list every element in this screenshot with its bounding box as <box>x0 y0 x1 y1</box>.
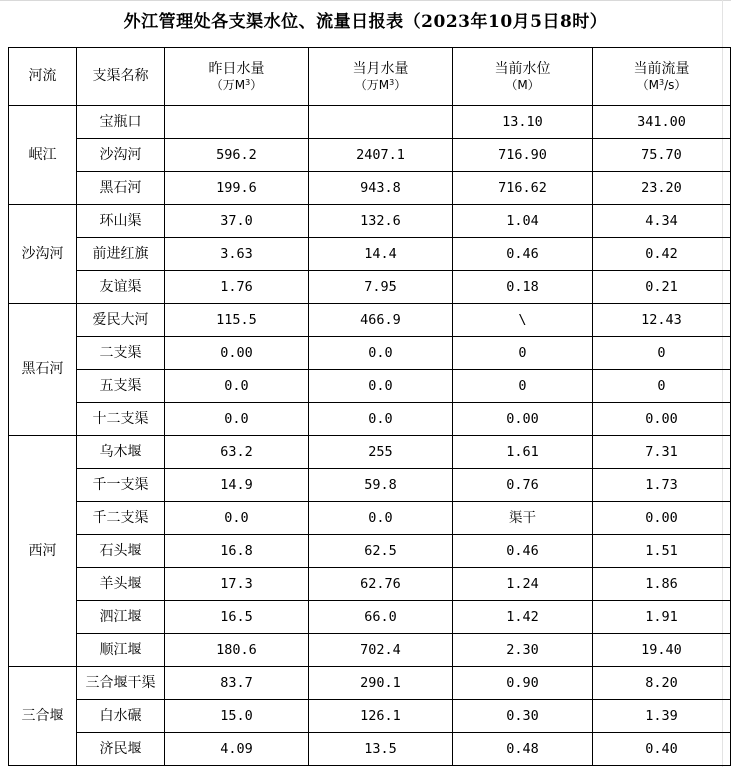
flow-rate-cell[interactable]: 0.42 <box>593 238 731 271</box>
flow-rate-cell[interactable]: 4.34 <box>593 205 731 238</box>
header-month-label: 当月水量 <box>352 60 409 77</box>
branch-name-cell[interactable]: 石头堰 <box>77 535 165 568</box>
water-level-cell[interactable]: 716.90 <box>453 139 593 172</box>
flow-rate-cell[interactable]: 23.20 <box>593 172 731 205</box>
header-yesterday-label: 昨日水量 <box>208 60 265 77</box>
branch-name-cell[interactable]: 济民堰 <box>77 733 165 766</box>
water-level-cell[interactable]: 0 <box>453 337 593 370</box>
flow-rate-cell[interactable]: 1.86 <box>593 568 731 601</box>
table-row <box>9 271 731 304</box>
month-volume-cell[interactable]: 14.4 <box>309 238 453 271</box>
month-volume-cell[interactable]: 0.0 <box>309 502 453 535</box>
branch-name-cell[interactable]: 乌木堰 <box>77 436 165 469</box>
branch-name-cell[interactable]: 十二支渠 <box>77 403 165 436</box>
header-flow-label: 当前流量 <box>633 60 690 77</box>
yesterday-volume-cell[interactable]: 0.0 <box>165 370 309 403</box>
flow-rate-cell[interactable]: 0.00 <box>593 403 731 436</box>
water-level-cell[interactable]: 13.10 <box>453 106 593 139</box>
table-row <box>9 304 731 337</box>
river-cell[interactable]: 西河 <box>9 436 77 667</box>
month-volume-cell[interactable]: 943.8 <box>309 172 453 205</box>
report-table <box>8 47 731 766</box>
month-volume-cell[interactable]: 0.0 <box>309 337 453 370</box>
flow-rate-cell[interactable]: 0 <box>593 337 731 370</box>
yesterday-volume-cell[interactable]: 3.63 <box>165 238 309 271</box>
yesterday-volume-cell[interactable]: 14.9 <box>165 469 309 502</box>
table-row <box>9 568 731 601</box>
water-level-cell[interactable]: 1.04 <box>453 205 593 238</box>
flow-rate-cell[interactable]: 0 <box>593 370 731 403</box>
water-level-cell[interactable]: 0.00 <box>453 403 593 436</box>
header-level-label: 当前水位 <box>494 60 551 77</box>
yesterday-volume-cell[interactable] <box>165 106 309 139</box>
flow-rate-cell[interactable]: 0.21 <box>593 271 731 304</box>
month-volume-cell[interactable]: 59.8 <box>309 469 453 502</box>
branch-name-cell[interactable]: 顺江堰 <box>77 634 165 667</box>
yesterday-volume-cell[interactable]: 1.76 <box>165 271 309 304</box>
branch-name-cell[interactable]: 泗江堰 <box>77 601 165 634</box>
river-cell[interactable]: 岷江 <box>9 106 77 205</box>
flow-rate-cell[interactable]: 1.51 <box>593 535 731 568</box>
header-month[interactable] <box>309 48 453 106</box>
yesterday-volume-cell[interactable]: 0.0 <box>165 502 309 535</box>
month-volume-cell[interactable]: 255 <box>309 436 453 469</box>
branch-name-cell[interactable]: 三合堰干渠 <box>77 667 165 700</box>
branch-name-cell[interactable]: 二支渠 <box>77 337 165 370</box>
report-table-body <box>9 48 731 766</box>
water-level-cell[interactable]: 716.62 <box>453 172 593 205</box>
header-flow[interactable] <box>593 48 731 106</box>
table-row <box>9 667 731 700</box>
month-volume-cell[interactable]: 66.0 <box>309 601 453 634</box>
branch-name-cell[interactable]: 羊头堰 <box>77 568 165 601</box>
branch-name-cell[interactable]: 五支渠 <box>77 370 165 403</box>
month-volume-cell[interactable]: 7.95 <box>309 271 453 304</box>
table-row <box>9 205 731 238</box>
report-title: 外江管理处各支渠水位、流量日报表（2023年10月5日8时） <box>123 12 608 32</box>
month-volume-cell[interactable]: 126.1 <box>309 700 453 733</box>
branch-name-cell[interactable]: 前进红旗 <box>77 238 165 271</box>
water-level-cell[interactable]: 1.42 <box>453 601 593 634</box>
flow-rate-cell[interactable]: 0.40 <box>593 733 731 766</box>
yesterday-volume-cell[interactable]: 180.6 <box>165 634 309 667</box>
branch-name-cell[interactable]: 千一支渠 <box>77 469 165 502</box>
yesterday-volume-cell[interactable]: 16.8 <box>165 535 309 568</box>
month-volume-cell[interactable]: 2407.1 <box>309 139 453 172</box>
yesterday-volume-cell[interactable]: 115.5 <box>165 304 309 337</box>
water-level-cell[interactable]: 1.61 <box>453 436 593 469</box>
table-row <box>9 733 731 766</box>
header-flow-unit: $(M^3/s)$ <box>636 77 687 92</box>
branch-name-cell[interactable]: 白水碾 <box>77 700 165 733</box>
yesterday-volume-cell[interactable]: 17.3 <box>165 568 309 601</box>
flow-rate-cell[interactable]: 12.43 <box>593 304 731 337</box>
water-level-cell[interactable]: 2.30 <box>453 634 593 667</box>
table-row <box>9 700 731 733</box>
branch-name-cell[interactable]: 环山渠 <box>77 205 165 238</box>
table-row <box>9 337 731 370</box>
river-cell[interactable]: 黑石河 <box>9 304 77 436</box>
header-level[interactable] <box>453 48 593 106</box>
month-volume-cell[interactable]: 466.9 <box>309 304 453 337</box>
water-level-cell[interactable]: 1.24 <box>453 568 593 601</box>
water-level-cell[interactable]: 0.46 <box>453 238 593 271</box>
yesterday-volume-cell[interactable]: 15.0 <box>165 700 309 733</box>
flow-rate-cell[interactable]: 19.40 <box>593 634 731 667</box>
table-row <box>9 139 731 172</box>
branch-name-cell[interactable]: 黑石河 <box>77 172 165 205</box>
sheet-top-gridline <box>0 0 731 1</box>
header-river[interactable]: 河流 <box>9 48 77 106</box>
water-level-cell[interactable]: 0.30 <box>453 700 593 733</box>
flow-rate-cell[interactable]: 1.39 <box>593 700 731 733</box>
table-row <box>9 601 731 634</box>
header-level-unit: （M） <box>505 77 540 92</box>
table-row <box>9 403 731 436</box>
table-row <box>9 502 731 535</box>
header-yesterday-unit: （万$M^3$） <box>210 77 263 92</box>
month-volume-cell[interactable]: 13.5 <box>309 733 453 766</box>
water-level-cell[interactable]: 0 <box>453 370 593 403</box>
yesterday-volume-cell[interactable]: 4.09 <box>165 733 309 766</box>
water-level-cell[interactable]: 渠干 <box>453 502 593 535</box>
month-volume-cell[interactable]: 62.5 <box>309 535 453 568</box>
flow-rate-cell[interactable]: 1.73 <box>593 469 731 502</box>
table-row <box>9 238 731 271</box>
flow-rate-cell[interactable]: 0.00 <box>593 502 731 535</box>
river-cell[interactable]: 三合堰 <box>9 667 77 766</box>
river-cell[interactable]: 沙沟河 <box>9 205 77 304</box>
yesterday-volume-cell[interactable]: 596.2 <box>165 139 309 172</box>
table-row <box>9 106 731 139</box>
month-volume-cell[interactable]: 702.4 <box>309 634 453 667</box>
yesterday-volume-cell[interactable]: 0.00 <box>165 337 309 370</box>
month-volume-cell[interactable]: 132.6 <box>309 205 453 238</box>
water-level-cell[interactable]: 0.90 <box>453 667 593 700</box>
flow-rate-cell[interactable]: 8.20 <box>593 667 731 700</box>
header-yesterday[interactable] <box>165 48 309 106</box>
header-row <box>9 48 731 106</box>
header-branch[interactable]: 支渠名称 <box>77 48 165 106</box>
table-row <box>9 634 731 667</box>
flow-rate-cell[interactable]: 1.91 <box>593 601 731 634</box>
table-row <box>9 469 731 502</box>
flow-rate-cell[interactable]: 75.70 <box>593 139 731 172</box>
flow-rate-cell[interactable]: 7.31 <box>593 436 731 469</box>
yesterday-volume-cell[interactable]: 16.5 <box>165 601 309 634</box>
water-level-cell[interactable]: 0.18 <box>453 271 593 304</box>
table-row <box>9 172 731 205</box>
flow-rate-cell[interactable]: 341.00 <box>593 106 731 139</box>
yesterday-volume-cell[interactable]: 63.2 <box>165 436 309 469</box>
branch-name-cell[interactable]: 沙沟河 <box>77 139 165 172</box>
yesterday-volume-cell[interactable]: 199.6 <box>165 172 309 205</box>
month-volume-cell[interactable]: 0.0 <box>309 370 453 403</box>
table-row <box>9 370 731 403</box>
branch-name-cell[interactable]: 宝瓶口 <box>77 106 165 139</box>
yesterday-volume-cell[interactable]: 37.0 <box>165 205 309 238</box>
branch-name-cell[interactable]: 友谊渠 <box>77 271 165 304</box>
water-level-cell[interactable]: \ <box>453 304 593 337</box>
branch-name-cell[interactable]: 千二支渠 <box>77 502 165 535</box>
yesterday-volume-cell[interactable]: 83.7 <box>165 667 309 700</box>
header-month-unit: （万$M^3$） <box>354 77 407 92</box>
table-row <box>9 436 731 469</box>
branch-name-cell[interactable]: 爱民大河 <box>77 304 165 337</box>
water-level-cell[interactable]: 0.46 <box>453 535 593 568</box>
yesterday-volume-cell[interactable]: 0.0 <box>165 403 309 436</box>
water-level-cell[interactable]: 0.76 <box>453 469 593 502</box>
month-volume-cell[interactable]: 290.1 <box>309 667 453 700</box>
month-volume-cell[interactable]: 62.76 <box>309 568 453 601</box>
water-level-cell[interactable]: 0.48 <box>453 733 593 766</box>
table-row <box>9 535 731 568</box>
month-volume-cell[interactable] <box>309 106 453 139</box>
month-volume-cell[interactable]: 0.0 <box>309 403 453 436</box>
